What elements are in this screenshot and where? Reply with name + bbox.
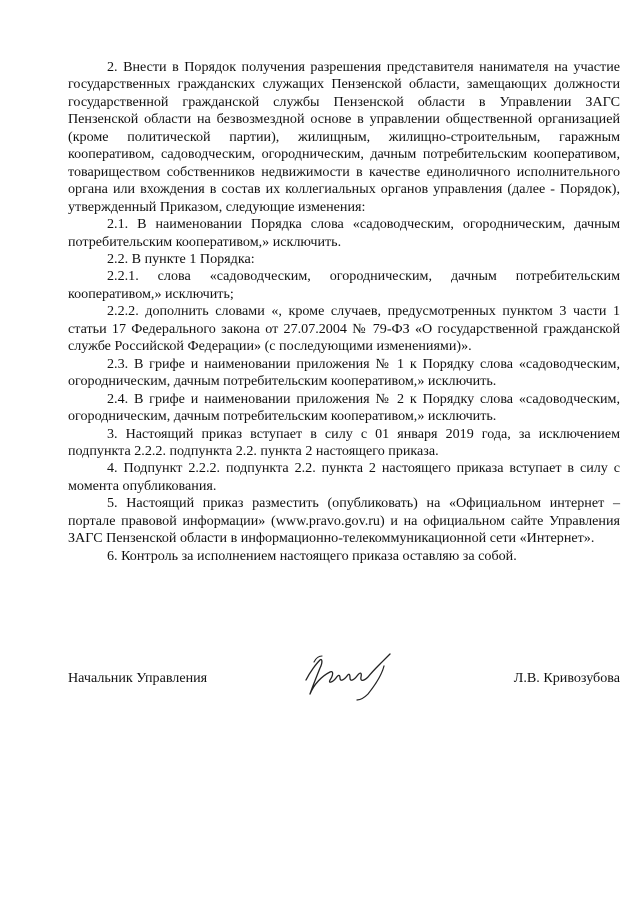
paragraph-4: 4. Подпункт 2.2.2. подпункта 2.2. пункта 2 настоящего приказа вступает в силу с момента опубликования. bbox=[68, 460, 620, 494]
paragraph-6: 6. Контроль за исполнением настоящего приказа оставляю за собой. bbox=[107, 547, 517, 564]
handwritten-signature bbox=[300, 650, 410, 702]
signatory-name: Л.В. Кривозубова bbox=[513, 670, 620, 686]
paragraph-2: 2. Внести в Порядок получения разрешения представителя нанимателя на участие государственных гражданских служащих Пензенской области, замещающих должности государственной гражданской службы Пензенской области в Управлении ЗАГС Пензенской области на безвозмездной основе в управлении общественной организацией (кроме политической партии), жилищным, жилищно-строительным, гаражным кооперативом, садоводческим, огородническим, дачным потребительским кооперативом, товариществом собственников недвижимости в качестве единоличного исполнительного органа или вхождения в состав их коллегиальных органов управления (далее - Порядок), утвержденный Приказом, следующие изменения: bbox=[68, 59, 620, 215]
paragraph-3: 3. Настоящий приказ вступает в силу с 01 января 2019 года, за исключением подпункта 2.2.2. подпункта 2.2. пункта 2 настоящего приказа. bbox=[68, 425, 620, 459]
document-body bbox=[68, 59, 620, 565]
paragraph-2-2-2: 2.2.2. дополнить словами «, кроме случаев, предусмотренных пунктом 3 части 1 статьи 17 Федерального закона от 27.07.2004 № 79-ФЗ «О государственной гражданской службе Российской Федерации» (с последующими изменениями)». bbox=[68, 303, 620, 355]
paragraph-5: 5. Настоящий приказ разместить (опубликовать) на «Официальном интернет – портале правовой информации» (www.pravo.gov.ru) и на официальном сайте Управления ЗАГС Пензенской области в информационно-телекоммуникационной сети «Интернет». bbox=[68, 495, 620, 547]
signatory-position: Начальник Управления bbox=[68, 670, 208, 686]
paragraph-2-3: 2.3. В грифе и наименовании приложения № 1 к Порядку слова «садоводческим, огородническим, дачным потребительским кооперативом,» исключить. bbox=[68, 355, 620, 390]
paragraph-2-2: 2.2. В пункте 1 Порядка: bbox=[107, 250, 255, 267]
paragraph-2-1: 2.1. В наименовании Порядка слова «садоводческим, огородническим, дачным потребительским кооперативом,» исключить. bbox=[68, 216, 620, 250]
paragraph-2-4: 2.4. В грифе и наименовании приложения № 2 к Порядку слова «садоводческим, огородническим, дачным потребительским кооперативом,» исключить. bbox=[68, 390, 620, 425]
paragraph-2-2-1: 2.2.1. слова «садоводческим, огородническим, дачным потребительским кооперативом,» исключить; bbox=[68, 268, 620, 302]
signature-block bbox=[68, 662, 620, 702]
